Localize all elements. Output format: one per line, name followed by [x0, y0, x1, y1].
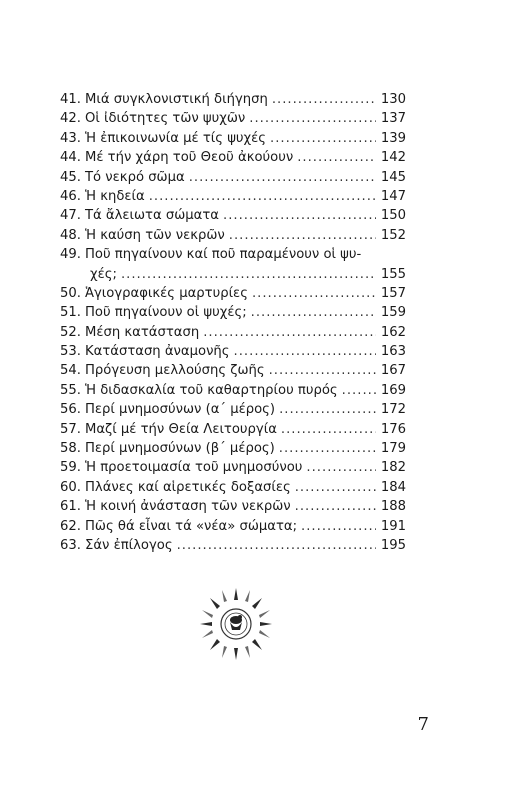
toc-entry-page: 157 — [380, 285, 406, 301]
toc-entry-number: 51. — [60, 305, 81, 321]
toc-entry-page: 169 — [380, 382, 406, 398]
toc-entry — [60, 458, 406, 477]
toc-entry — [60, 226, 406, 245]
toc-entry — [60, 129, 406, 148]
toc-entry-title: Τά ἄλειωτα σώματα — [84, 208, 219, 224]
leader-dots — [149, 187, 376, 206]
toc-entry-number: 46. — [60, 188, 81, 204]
toc-entry — [60, 90, 406, 109]
toc-entry-title: Ἡ ἐπικοινωνία μέ τίς ψυχές — [84, 130, 267, 146]
table-of-contents — [60, 90, 406, 555]
toc-entry-title: Ἡ προετοιμασία τοῦ μνημοσύνου — [84, 460, 303, 476]
toc-entry-number: 53. — [60, 344, 81, 360]
leader-dots — [279, 439, 376, 458]
toc-entry-number: 60. — [60, 479, 81, 495]
toc-entry-title: Ἡ κηδεία — [84, 188, 145, 204]
toc-entry — [60, 420, 406, 439]
toc-entry-title: Μιά συγκλονιστική διήγηση — [84, 92, 268, 107]
toc-entry-number: 42. — [60, 111, 81, 127]
toc-entry-page: 162 — [380, 324, 406, 340]
toc-entry — [60, 478, 406, 497]
toc-entry-page: 191 — [380, 518, 406, 534]
toc-entry-page: 167 — [380, 363, 406, 379]
toc-entry-number: 61. — [60, 499, 81, 515]
toc-entry-number: 52. — [60, 324, 81, 340]
toc-entry — [60, 497, 406, 516]
toc-entry-title: Ἁγιογραφικές μαρτυρίες — [84, 285, 248, 301]
toc-entry-number: 45. — [60, 169, 81, 185]
toc-entry-number: 54. — [60, 363, 81, 379]
toc-entry-title: Σάν ἐπίλογος — [84, 537, 173, 553]
leader-dots — [297, 148, 376, 167]
toc-entry-number: 44. — [60, 150, 81, 166]
toc-entry-page: 188 — [380, 499, 406, 515]
toc-entry-page: 155 — [380, 266, 406, 282]
toc-entry — [60, 109, 406, 128]
leader-dots — [272, 90, 376, 109]
toc-entry-title: Κατάσταση ἀναμονῆς — [84, 344, 230, 360]
toc-entry-page: 145 — [380, 169, 406, 185]
leader-dots — [269, 361, 376, 380]
toc-entry-title: Μέ τήν χάρη τοῦ Θεοῦ ἀκούουν — [84, 150, 294, 166]
toc-entry — [60, 206, 406, 225]
toc-entry-number: 55. — [60, 382, 81, 398]
toc-entry — [60, 187, 406, 206]
toc-entry-title: Ἡ κοινή ἀνάσταση τῶν νεκρῶν — [84, 499, 291, 515]
toc-entry-title: Ποῦ πηγαίνουν οἱ ψυχές; — [84, 305, 247, 321]
leader-dots — [270, 129, 376, 148]
toc-entry-number: 50. — [60, 285, 81, 301]
toc-entry-number: 47. — [60, 208, 81, 224]
toc-entry-number: 63. — [60, 537, 81, 553]
leader-dots — [279, 400, 376, 419]
toc-entry — [60, 148, 406, 167]
leader-dots — [295, 478, 376, 497]
toc-entry-title: Πρόγευση μελλούσης ζωῆς — [84, 363, 265, 379]
toc-entry-page: 172 — [380, 402, 406, 418]
toc-entry-page: 150 — [380, 208, 406, 224]
leader-dots — [223, 206, 376, 225]
toc-entry — [60, 400, 406, 419]
toc-entry-continuation — [60, 265, 406, 284]
leader-dots — [301, 517, 376, 536]
toc-entry-title: Περί μνημοσύνων (α΄ μέρος) — [84, 402, 276, 418]
toc-entry-page: 142 — [380, 150, 406, 166]
toc-entry — [60, 342, 406, 361]
toc-entry-title: Ἡ καύση τῶν νεκρῶν — [84, 227, 225, 243]
toc-entry-page: 137 — [380, 111, 406, 127]
leader-dots — [295, 497, 376, 516]
toc-entry-page: 163 — [380, 344, 406, 360]
toc-entry-title: Ἡ διδασκαλία τοῦ καθαρτηρίου πυρός — [84, 382, 338, 398]
toc-entry-page: 184 — [380, 479, 406, 495]
toc-entry-page: 195 — [380, 537, 406, 553]
toc-entry-number: 62. — [60, 518, 81, 534]
leader-dots — [249, 109, 376, 128]
toc-entry-page: 179 — [380, 441, 406, 457]
leader-dots — [229, 226, 376, 245]
leader-dots — [234, 342, 376, 361]
toc-entry — [60, 361, 406, 380]
toc-entry — [60, 536, 406, 555]
sunburst-ornament-icon — [198, 584, 274, 664]
toc-entry-page: 139 — [380, 130, 406, 146]
toc-entry-page: 130 — [380, 92, 406, 107]
toc-entry-page: 176 — [380, 421, 406, 437]
leader-dots — [203, 323, 376, 342]
toc-entry-number: 48. — [60, 227, 81, 243]
toc-entry — [60, 517, 406, 536]
toc-entry-title: Οἱ ἰδιότητες τῶν ψυχῶν — [84, 111, 246, 127]
toc-entry-number: 58. — [60, 441, 81, 457]
toc-entry-title: Ποῦ πηγαίνουν καί ποῦ παραμένουν οἱ ψυ- — [84, 247, 362, 263]
toc-entry-number: 57. — [60, 421, 81, 437]
leader-dots — [281, 420, 376, 439]
toc-entry-number: 43. — [60, 130, 81, 146]
toc-entry — [60, 381, 406, 400]
toc-entry — [60, 245, 406, 264]
leader-dots — [189, 168, 376, 187]
leader-dots — [251, 303, 376, 322]
toc-entry-page: 147 — [380, 188, 406, 204]
toc-entry-title-cont: χές; — [90, 266, 117, 282]
toc-entry-number: 41. — [60, 92, 81, 107]
page-number: 7 — [417, 714, 429, 735]
leader-dots — [121, 265, 376, 284]
toc-entry-title: Μέση κατάσταση — [84, 324, 200, 340]
toc-entry — [60, 168, 406, 187]
toc-entry-page: 152 — [380, 227, 406, 243]
toc-entry — [60, 439, 406, 458]
toc-entry-page: 159 — [380, 305, 406, 321]
toc-entry-title: Μαζί μέ τήν Θεία Λειτουργία — [84, 421, 277, 437]
toc-entry-page: 182 — [380, 460, 406, 476]
toc-entry-title: Πλάνες καί αἱρετικές δοξασίες — [84, 479, 291, 495]
leader-dots — [252, 284, 376, 303]
toc-entry-number: 49. — [60, 247, 81, 263]
toc-entry-number: 56. — [60, 402, 81, 418]
toc-entry — [60, 303, 406, 322]
leader-dots — [306, 458, 376, 477]
toc-entry-number: 59. — [60, 460, 81, 476]
toc-entry — [60, 323, 406, 342]
toc-entry-title: Περί μνημοσύνων (β΄ μέρος) — [84, 441, 275, 457]
leader-dots — [177, 536, 376, 555]
toc-entry-title: Πῶς θά εἶναι τά «νέα» σώματα; — [84, 518, 298, 534]
toc-entry-title: Τό νεκρό σῶμα — [84, 169, 185, 185]
toc-entry — [60, 284, 406, 303]
leader-dots — [342, 381, 376, 400]
